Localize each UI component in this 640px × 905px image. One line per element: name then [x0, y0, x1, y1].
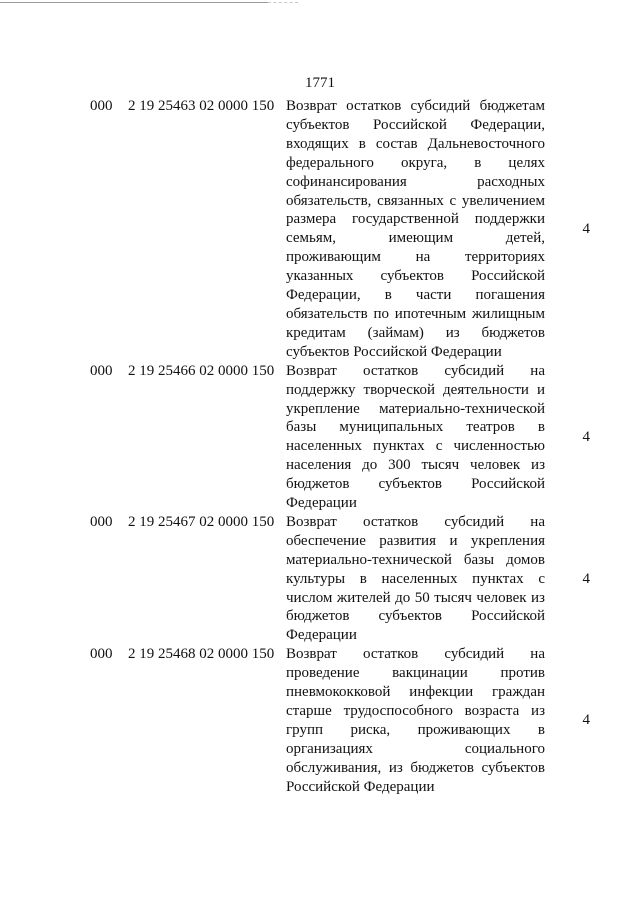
admin-code: 000: [90, 98, 113, 114]
row-amount: 4: [582, 712, 590, 729]
admin-code: 000: [90, 513, 113, 530]
row-description: Возврат остатков субсидий на поддержку творческой деятельности и укрепление материально-технической базы муниципальных театров в населенных пунктах с численностью населения до 300 тысяч человек из бюджетов субъектов Российской Федерации: [286, 362, 545, 512]
table-row: [90, 645, 590, 796]
budget-classification-code: 2 19 25468 02 0000 150: [128, 646, 275, 663]
table-row: [90, 97, 590, 362]
admin-code: 000: [90, 646, 113, 663]
row-amount: 4: [582, 570, 590, 587]
row-amount: 4: [582, 220, 590, 237]
page-number: 1771: [305, 75, 335, 91]
row-description: Возврат остатков субсидий бюджетам субъектов Российской Федерации, входящих в состав Дальневосточного федерального округа, в целях софинансирования расходных обязательств, связанных с увеличением размера государственной поддержки семьям, имеющим детей, проживающим на территориях указанных субъектов Российской Федерации, в части погашения обязательств по ипотечным жилищным кредитам (займам) из бюджетов субъектов Российской Федерации: [286, 98, 545, 360]
table-row: [90, 513, 590, 645]
admin-code: 000: [90, 362, 113, 379]
top-rule-dash: [268, 2, 298, 3]
row-description: Возврат остатков субсидий на проведение вакцинации против пневмококковой инфекции граждан старше трудоспособного возраста из групп риска, проживающих в организациях социального обслуживания, из бюджетов субъектов Российской Федерации: [286, 646, 545, 795]
table-row: [90, 362, 590, 513]
row-description: Возврат остатков субсидий на обеспечение развития и укрепления материально-технической базы домов культуры в населенных пунктах с числом жителей до 50 тысяч человек из бюджетов субъектов Российской Федерации: [286, 513, 545, 644]
budget-classification-code: 2 19 25467 02 0000 150: [128, 513, 275, 530]
top-rule: [0, 2, 268, 3]
budget-classification-code: 2 19 25463 02 0000 150: [128, 98, 275, 114]
budget-code-table: [90, 97, 590, 797]
budget-classification-code: 2 19 25466 02 0000 150: [128, 362, 275, 379]
row-amount: 4: [582, 428, 590, 445]
